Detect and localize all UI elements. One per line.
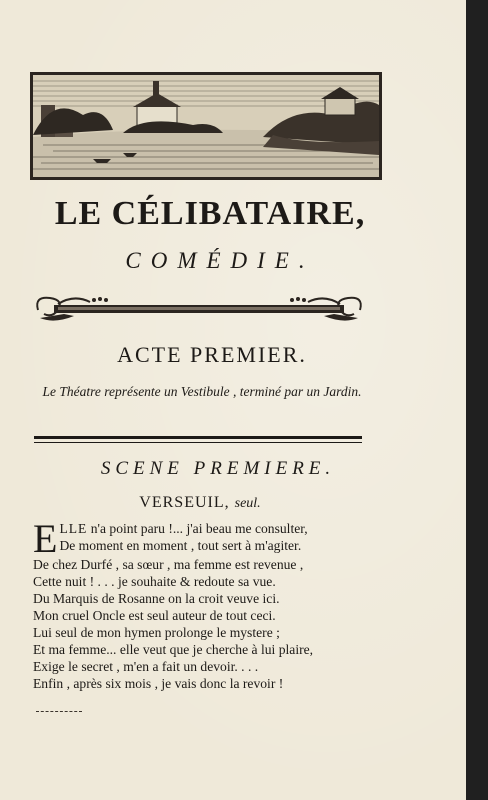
speaker-line — [0, 494, 400, 512]
speaker-direction: seul. — [234, 496, 261, 511]
page-edge-shadow — [466, 0, 488, 800]
verse-line: Du Marquis de Rosanne on la croit veuve ici. — [33, 591, 280, 606]
double-rule — [34, 436, 362, 443]
verse-line: Exige le secret , m'en a fait un devoir. . . . — [33, 659, 259, 674]
landscape-engraving — [33, 75, 379, 177]
scene-title: SCENE PREMIERE. — [100, 458, 336, 479]
footnote-rule — [36, 711, 82, 712]
engraved-vignette — [30, 72, 382, 180]
drop-capital: E — [33, 516, 58, 561]
verse-line — [33, 520, 383, 537]
verse-line: Cette nuit ! . . . je souhaite & redoute sa vue. — [33, 574, 276, 589]
speaker-name: VERSEUIL, — [139, 494, 230, 511]
verse-line: Mon cruel Oncle est seul auteur de tout ceci. — [33, 608, 276, 623]
verse-first-text: n'a point paru !... j'ai beau me consulter, — [87, 521, 308, 536]
play-title: LE CÉLIBATAIRE, — [54, 195, 366, 232]
verse-line: De chez Durfé , sa sœur , ma femme est revenue , — [33, 557, 304, 572]
verse-line: Lui seul de mon hymen prolonge le mystere ; — [33, 625, 280, 640]
verse-smallcaps: LLE — [59, 521, 88, 536]
verse-line: De moment en moment , tout sert à m'agiter. — [59, 538, 302, 553]
verse-line: Et ma femme... elle veut que je cherche à lui plaire, — [33, 642, 314, 657]
stage-direction: Le Théatre représente un Vestibule , terminé par un Jardin. — [42, 384, 362, 399]
play-subtitle: COMÉDIE. — [125, 248, 315, 273]
ornamental-divider — [34, 290, 364, 324]
act-title: ACTE PREMIER. — [117, 342, 307, 367]
verse-line: Enfin , après six mois , je vais donc la revoir ! — [33, 676, 284, 691]
verse-block — [33, 516, 383, 692]
